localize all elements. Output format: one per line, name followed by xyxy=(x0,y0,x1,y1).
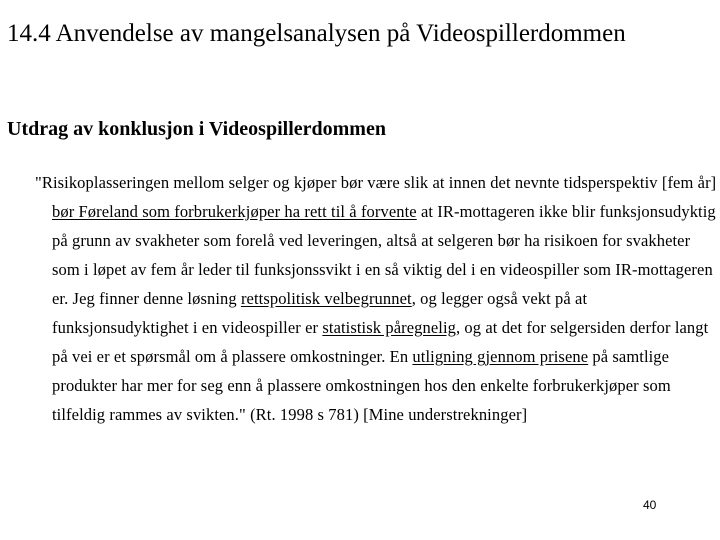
quote-text: at IR-mottageren ikke blir funksjonsudyktig på grunn av svakheter som forelå ved leveringen, altså at selgeren bør ha risikoen for svakheter som i løpet av fem år leder til funksjonssvikt i en så viktig del i en videospiller som IR-mottageren er. Jeg finner denne løsning xyxy=(52,202,716,308)
quote-text: , og at det for selgersiden derfor langt på vei er et spørsmål om å plassere omkostninger. En xyxy=(52,318,709,366)
page-number: 40 xyxy=(643,498,657,512)
slide-title: 14.4 Anvendelse av mangelsanalysen på Videospillerdommen xyxy=(7,20,626,47)
quote-text: på samtlige produkter har mer for seg enn å plassere omkostningen hos den enkelte forbrukerkjøper som tilfeldig rammes av svikten." (Rt. 1998 s 781) [Mine understrekninger] xyxy=(52,347,671,424)
slide-subtitle: Utdrag av konklusjon i Videospillerdommen xyxy=(7,118,386,140)
underlined-phrase: bør Føreland som forbrukerkjøper ha rett til å forvente xyxy=(52,202,417,221)
quote-text: , og legger også vekt på at funksjonsudyktighet i en videospiller er xyxy=(52,289,588,337)
underlined-phrase: statistisk påregnelig xyxy=(322,318,456,337)
underlined-phrase: utligning gjennom prisene xyxy=(412,347,589,366)
quote-text: "Risikoplasseringen mellom selger og kjøper bør være slik at innen det nevnte tidsperspektiv [fem år] xyxy=(35,173,717,192)
underlined-phrase: rettspolitisk velbegrunnet xyxy=(240,289,412,308)
court-quote xyxy=(35,168,720,429)
